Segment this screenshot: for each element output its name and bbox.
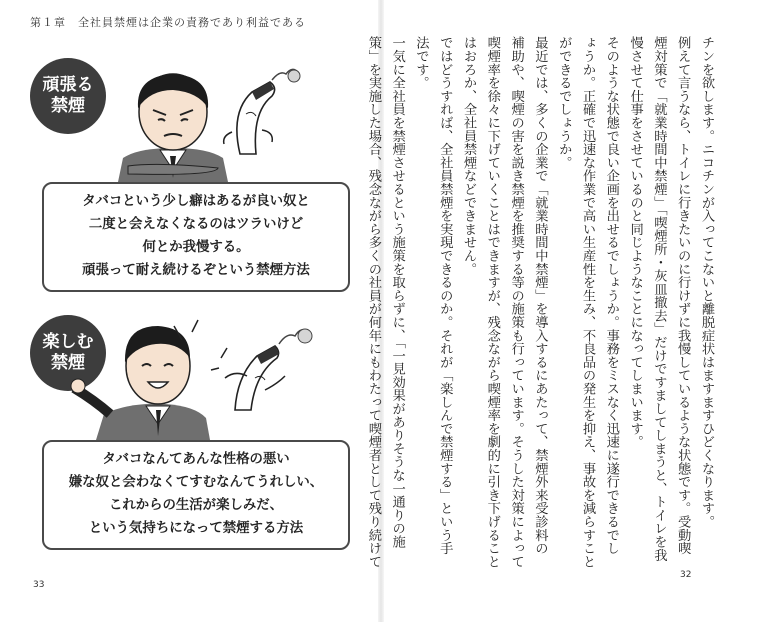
text-column: 煙対策で「就業時間中禁煙」「喫煙所・灰皿撤去」だけですましてしまうと、トイレを我 bbox=[651, 36, 667, 562]
bubble-line: 何とか我慢する。 bbox=[142, 240, 250, 255]
bubble-line: 二度と会えなくなるのはツラいけど bbox=[88, 217, 304, 232]
speech-box-ganbaru bbox=[42, 182, 350, 292]
badge-line: 頑張る bbox=[42, 74, 94, 95]
running-cigarette-illustration bbox=[205, 318, 325, 418]
sad-cigarette-illustration bbox=[212, 62, 312, 162]
bubble-line: これからの生活が楽しみだ、 bbox=[108, 498, 284, 513]
bubble-line: 頑張って耐え続けるぞという禁煙方法 bbox=[82, 263, 310, 278]
page-number-right: 32 bbox=[680, 570, 692, 580]
text-column: ができるでしょうか。 bbox=[556, 36, 572, 169]
text-column: はおろか、全社員禁煙などできません。 bbox=[461, 36, 477, 276]
text-column: ょうか。正確で迅速な作業で高い生産性を生み、不良品の発生を抑え、事故を減らすこと bbox=[580, 36, 596, 568]
text-column: 策」を実施した場合、残念ながら多くの社員が何年にもわたって喫煙者として残り続けて bbox=[365, 36, 381, 568]
chapter-header: 第１章 全社員禁煙は企業の責務であり利益である bbox=[30, 16, 306, 29]
text-column: 例えて言うなら、トイレに行きたいのに行けずに我慢しているような状態です。受動喫 bbox=[675, 36, 691, 555]
bubble-line: タバコなんてあんな性格の悪い bbox=[102, 452, 290, 467]
badge-line: 禁煙 bbox=[51, 353, 85, 373]
bubble-line: という気持ちになって禁煙する方法 bbox=[88, 521, 304, 536]
bubble-line: タバコという少し癖はあるが良い奴と bbox=[82, 194, 310, 209]
badge-ganbaru-kinen bbox=[30, 58, 106, 134]
speech-box-tanoshimu bbox=[42, 440, 350, 550]
text-column: そのような状態で良い企画を出せるでしょうか。事務をミスなく迅速に遂行できるでし bbox=[603, 36, 619, 555]
text-column: 喫煙率を徐々に下げていくことはできますが、残念ながら喫煙率を劇的に引き下げること bbox=[484, 36, 500, 568]
vertical-body-text bbox=[365, 36, 718, 568]
text-column: 一気に全社員を禁煙させるという施策を取らずに、「一見効果がありそうな一通りの施 bbox=[389, 36, 405, 549]
text-column: ではどうすれば、全社員禁煙を実現できるのか。それが「楽しんで禁煙する」という手 bbox=[437, 36, 453, 555]
text-column: チンを欲します。ニコチンが入ってこないと離脱症状はますますひどくなります。 bbox=[699, 36, 714, 529]
text-column: 慢させて仕事をさせているのと同じようなことになってしまいます。 bbox=[627, 36, 643, 449]
page-number-left: 33 bbox=[33, 580, 45, 590]
badge-line: 禁煙 bbox=[51, 96, 85, 116]
bubble-line: 嫌な奴と会わなくてすむなんてうれしい、 bbox=[68, 475, 324, 490]
text-column: 法です。 bbox=[413, 36, 429, 90]
text-column: 最近では、多くの企業で「就業時間中禁煙」を導入するにあたって、禁煙外来受診料の bbox=[532, 36, 548, 555]
badge-line: 楽しむ bbox=[42, 331, 94, 352]
text-column: 補助や、喫煙の害を説き禁煙を推奨する等の施策も行っています。そうした対策によって bbox=[508, 36, 524, 568]
